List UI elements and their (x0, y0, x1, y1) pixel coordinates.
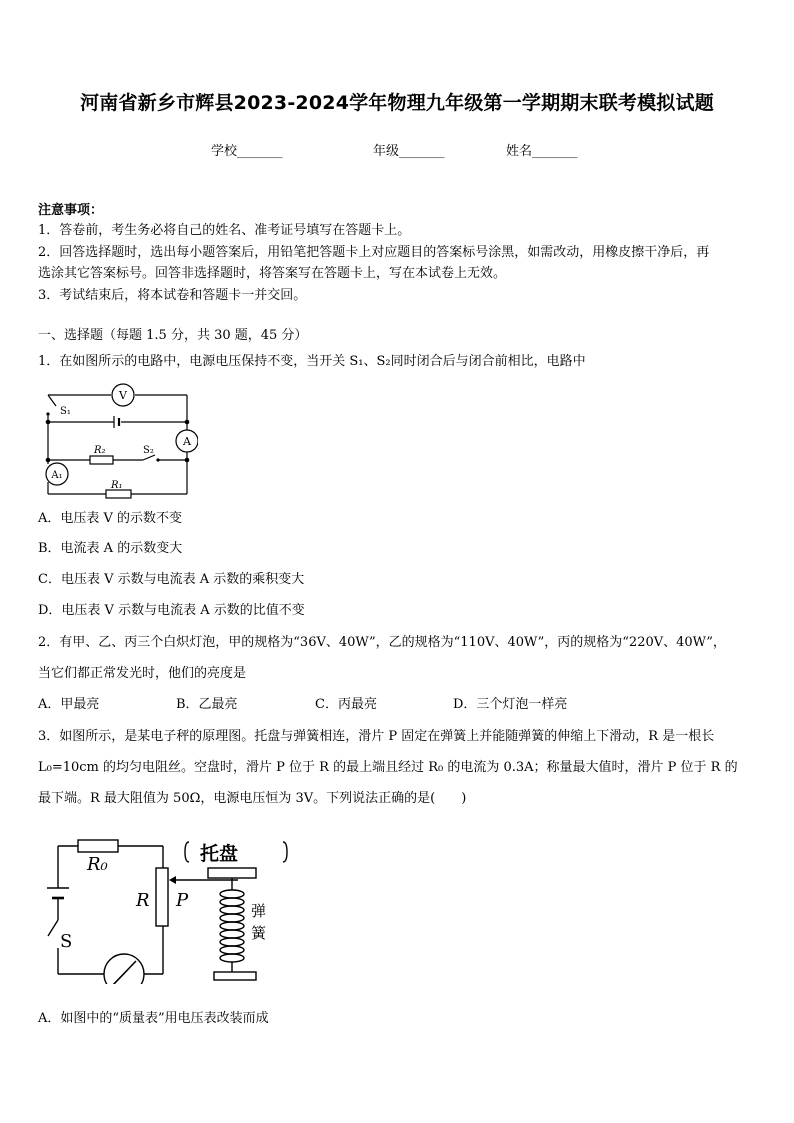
q3-stem-line3: 最下端。R 最大阻值为 50Ω，电源电压恒为 3V。下列说法正确的是( ) (38, 791, 467, 806)
school-field: 学校_______ (211, 144, 283, 159)
q1-stem: 1．在如图所示的电路中，电源电压保持不变，当开关 S₁、S₂同时闭合后与闭合前相比，电路中 (38, 354, 586, 369)
q1-option-c: C．电压表 V 示数与电流表 A 示数的乘积变大 (38, 572, 305, 587)
section-heading: 一、选择题（每题 1.5 分，共 30 题，45 分） (38, 328, 308, 343)
q2-option-a: A．甲最亮 (38, 697, 100, 712)
switch-s-label: S (60, 931, 73, 952)
ammeter-a1-label: A₁ (51, 470, 63, 481)
q2-option-d: D．三个灯泡一样亮 (453, 697, 568, 712)
q2-stem-line2: 当它们都正常发光时，他们的亮度是 (38, 666, 247, 681)
note-item: 2．回答选择题时，选出每小题答案后，用铅笔把答题卡上对应题目的答案标号涂黑，如需改动，用橡皮擦干净后，再 (38, 245, 710, 260)
q3-stem-line2: L₀=10cm 的均匀电阻丝。空盘时，滑片 P 位于 R 的最上端且经过 R₀ 的电流为 0.3A；称量最大值时，滑片 P 位于 R 的 (38, 760, 738, 775)
q1-circuit-diagram (38, 378, 198, 500)
resistor-r1-label: R₁ (111, 480, 123, 491)
q1-option-b: B．电流表 A 的示数变大 (38, 541, 183, 556)
resistor-r0-label: R₀ (87, 854, 108, 875)
page-title: 河南省新乡市辉县2023-2024学年物理九年级第一学期期末联考模拟试题 (80, 92, 714, 114)
resistor-r2-label: R₂ (94, 445, 106, 456)
q1-option-d: D．电压表 V 示数与电流表 A 示数的比值不变 (38, 603, 305, 618)
note-item: 3．考试结束后，将本试卷和答题卡一并交回。 (38, 288, 307, 303)
ammeter-label: A (183, 435, 191, 448)
q2-option-b: B．乙最亮 (176, 697, 238, 712)
q3-stem-line1: 3．如图所示，是某电子秤的原理图。托盘与弹簧相连，滑片 P 固定在弹簧上并能随弹簧的伸缩上下滑动，R 是一根长 (38, 729, 715, 744)
switch-s2-label: S₂ (143, 445, 154, 456)
switch-s1-label: S₁ (60, 406, 71, 417)
notes-heading: 注意事项： (38, 203, 104, 218)
q2-option-c: C．丙最亮 (315, 697, 377, 712)
note-item: 1．答卷前，考生务必将自己的姓名、准考证号填写在答题卡上。 (38, 223, 411, 238)
q3-scale-diagram (38, 832, 300, 984)
name-field: 姓名_______ (506, 144, 578, 159)
q1-option-a: A．电压表 V 的示数不变 (38, 511, 183, 526)
note-item: 选涂其它答案标号。回答非选择题时，将答案写在答题卡上，写在本试卷上无效。 (38, 266, 507, 281)
q3-option-a: A．如图中的“质量表”用电压表改装而成 (38, 1011, 269, 1026)
slider-p-label: P (176, 890, 189, 911)
spring-label-1: 弹 (251, 902, 267, 920)
rheostat-r-label: R (136, 890, 150, 911)
grade-field: 年级_______ (373, 144, 445, 159)
tray-label: 托盘 (200, 843, 239, 865)
voltmeter-label: V (119, 389, 127, 402)
q2-stem-line1: 2．有甲、乙、丙三个白炽灯泡，甲的规格为“36V、40W”，乙的规格为“110V、40W”，丙的规格为“220V、40W”， (38, 635, 726, 650)
spring-label-2: 簧 (251, 924, 267, 942)
